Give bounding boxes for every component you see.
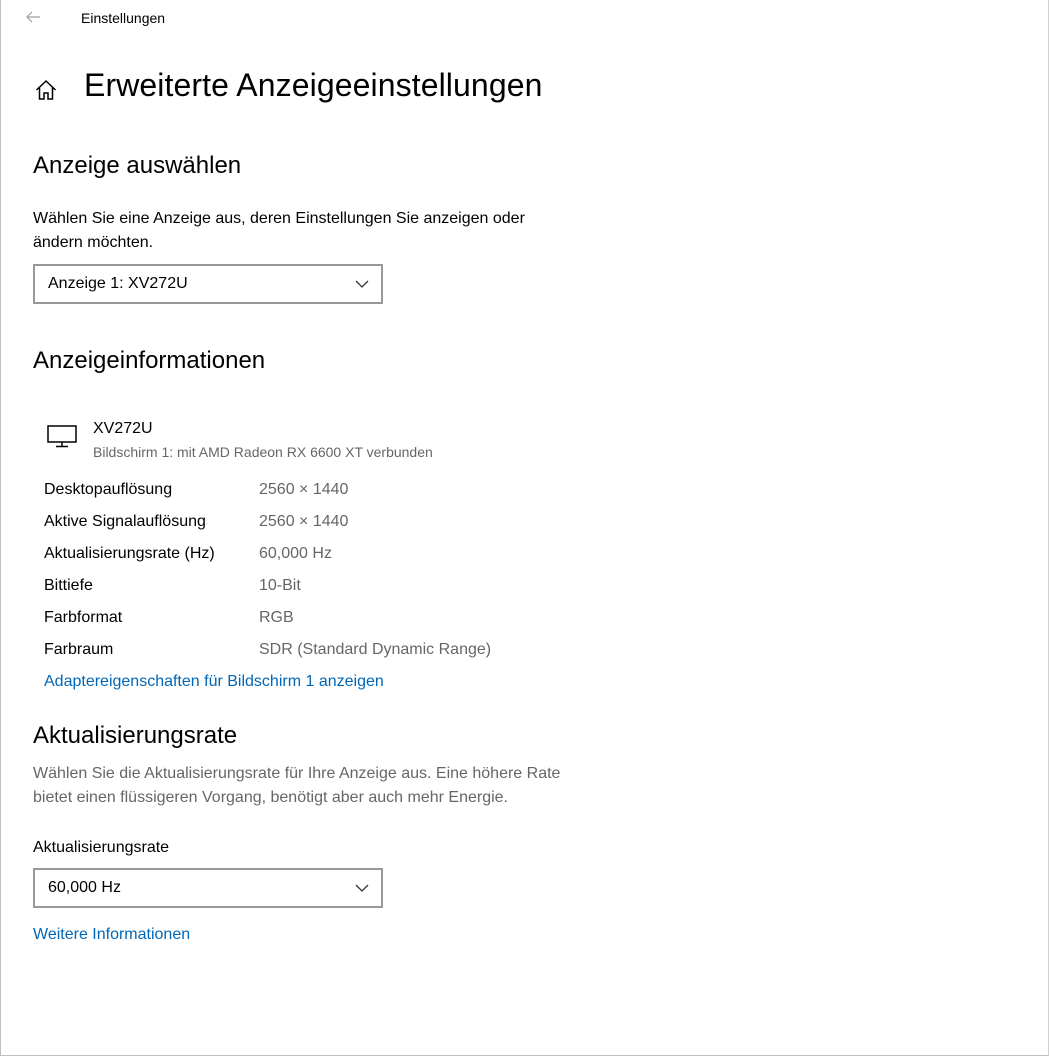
info-row xyxy=(44,640,644,672)
monitor-name: XV272U xyxy=(93,420,153,437)
select-display-description: Wählen Sie eine Anzeige aus, deren Einstellungen Sie anzeigen oder ändern möchten. xyxy=(33,210,525,251)
monitor-icon xyxy=(46,424,78,448)
info-label: Farbraum xyxy=(44,641,114,658)
info-row xyxy=(44,512,644,544)
info-value: 10-Bit xyxy=(259,577,301,594)
display-select-dropdown[interactable] xyxy=(33,264,383,304)
info-label: Desktopauflösung xyxy=(44,481,173,498)
info-row xyxy=(44,576,644,608)
back-button[interactable] xyxy=(23,6,43,28)
info-label: Aktive Signalauflösung xyxy=(44,513,206,530)
info-label: Aktualisierungsrate (Hz) xyxy=(44,545,215,562)
page-title: Erweiterte Anzeigeeinstellungen xyxy=(84,67,543,103)
info-row xyxy=(44,480,644,512)
app-title: Einstellungen xyxy=(81,10,166,26)
info-value: 60,000 Hz xyxy=(259,545,332,562)
display-info-table xyxy=(44,480,644,672)
info-value: 2560 × 1440 xyxy=(259,513,349,530)
refresh-rate-field-label: Aktualisierungsrate xyxy=(33,839,170,856)
back-arrow-icon xyxy=(25,9,41,25)
chevron-down-icon xyxy=(355,881,369,895)
info-value: SDR (Standard Dynamic Range) xyxy=(259,641,492,658)
info-row xyxy=(44,544,644,576)
home-icon[interactable] xyxy=(34,78,58,102)
display-select-value: Anzeige 1: XV272U xyxy=(48,275,188,292)
adapter-properties-link[interactable]: Adaptereigenschaften für Bildschirm 1 anzeigen xyxy=(44,673,384,690)
refresh-rate-heading: Aktualisierungsrate xyxy=(33,722,238,749)
info-value: 2560 × 1440 xyxy=(259,481,349,498)
info-row xyxy=(44,608,644,640)
display-info-heading: Anzeigeinformationen xyxy=(33,347,266,374)
refresh-rate-dropdown[interactable] xyxy=(33,868,383,908)
info-label: Farbformat xyxy=(44,609,123,626)
title-bar xyxy=(1,0,1048,36)
more-info-link[interactable]: Weitere Informationen xyxy=(33,926,191,943)
refresh-rate-value: 60,000 Hz xyxy=(48,879,121,896)
info-label: Bittiefe xyxy=(44,577,93,594)
monitor-subtitle: Bildschirm 1: mit AMD Radeon RX 6600 XT verbunden xyxy=(93,444,433,460)
monitor-entry xyxy=(46,420,646,466)
select-display-heading: Anzeige auswählen xyxy=(33,152,242,179)
info-value: RGB xyxy=(259,609,294,626)
refresh-rate-description: Wählen Sie die Aktualisierungsrate für Ihre Anzeige aus. Eine höhere Rate bietet einen flüssigeren Vorgang, benötigt aber auch mehr Energie. xyxy=(33,765,561,806)
chevron-down-icon xyxy=(355,277,369,291)
